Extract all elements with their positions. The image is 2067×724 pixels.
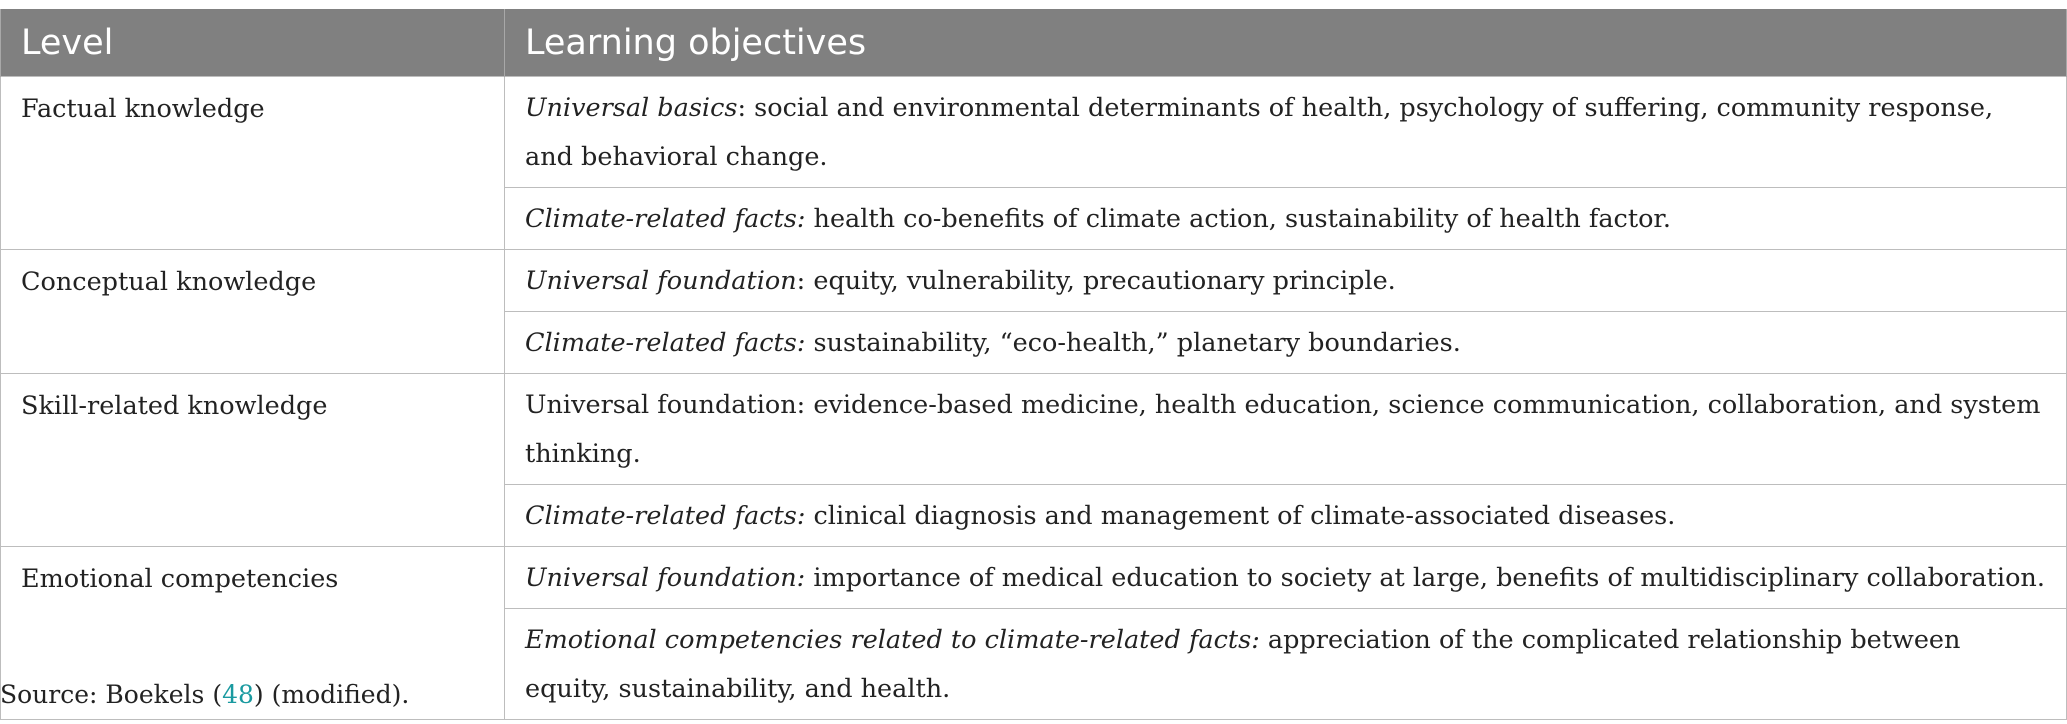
objective-cell [505,374,2067,485]
table-row [1,77,2067,188]
objective-text: clinical diagnosis and management of climate-associated diseases. [805,501,1676,531]
source-note [0,680,409,709]
objective-text: importance of medical education to society at large, benefits of multidisciplinary collaboration. [805,563,2045,593]
header-learning-objectives: Learning objectives [505,9,2067,77]
source-reference-link[interactable]: 48 [222,680,254,709]
level-cell: Skill-related knowledge [1,374,505,547]
learning-objectives-table [0,9,2067,720]
header-level: Level [1,9,505,77]
header-row [1,9,2067,77]
table-header [1,9,2067,77]
objective-label: Universal foundation: [525,563,806,593]
objective-cell [505,485,2067,547]
learning-objectives-table-container [0,9,2066,720]
objective-cell [505,188,2067,250]
level-cell: Factual knowledge [1,77,505,250]
objective-text: health co-benefits of climate action, sustainability of health factor. [805,204,1671,234]
objective-cell [505,547,2067,609]
objective-text: Universal foundation: evidence-based medicine, health education, science communication, collaboration, and system thinking. [525,390,2041,469]
objective-text: social and environmental determinants of health, psychology of suffering, community response, and behavioral change. [525,93,1994,172]
objective-separator: : [796,266,806,296]
objective-label: Universal basics [525,93,738,123]
objective-cell [505,77,2067,188]
objective-label: Emotional competencies related to climate-related facts: [525,625,1260,655]
table-row [1,374,2067,485]
level-cell: Emotional competencies [1,547,505,720]
level-cell: Conceptual knowledge [1,250,505,374]
objective-text: equity, vulnerability, precautionary principle. [805,266,1396,296]
objective-text: sustainability, “eco-health,” planetary boundaries. [805,328,1461,358]
source-prefix: Source: Boekels ( [0,680,223,709]
source-suffix: ) (modified). [253,680,410,709]
objective-label: Climate-related facts: [525,328,806,358]
objective-text: appreciation of the complicated relationship between equity, sustainability, and health. [525,625,1961,704]
objective-cell [505,312,2067,374]
table-row [1,547,2067,609]
objective-cell [505,250,2067,312]
objective-label: Universal foundation [525,266,797,296]
objective-separator: : [737,93,747,123]
objective-label: Climate-related facts: [525,204,806,234]
table-body [1,77,2067,720]
objective-cell [505,609,2067,720]
table-row [1,250,2067,312]
objective-label: Climate-related facts: [525,501,806,531]
